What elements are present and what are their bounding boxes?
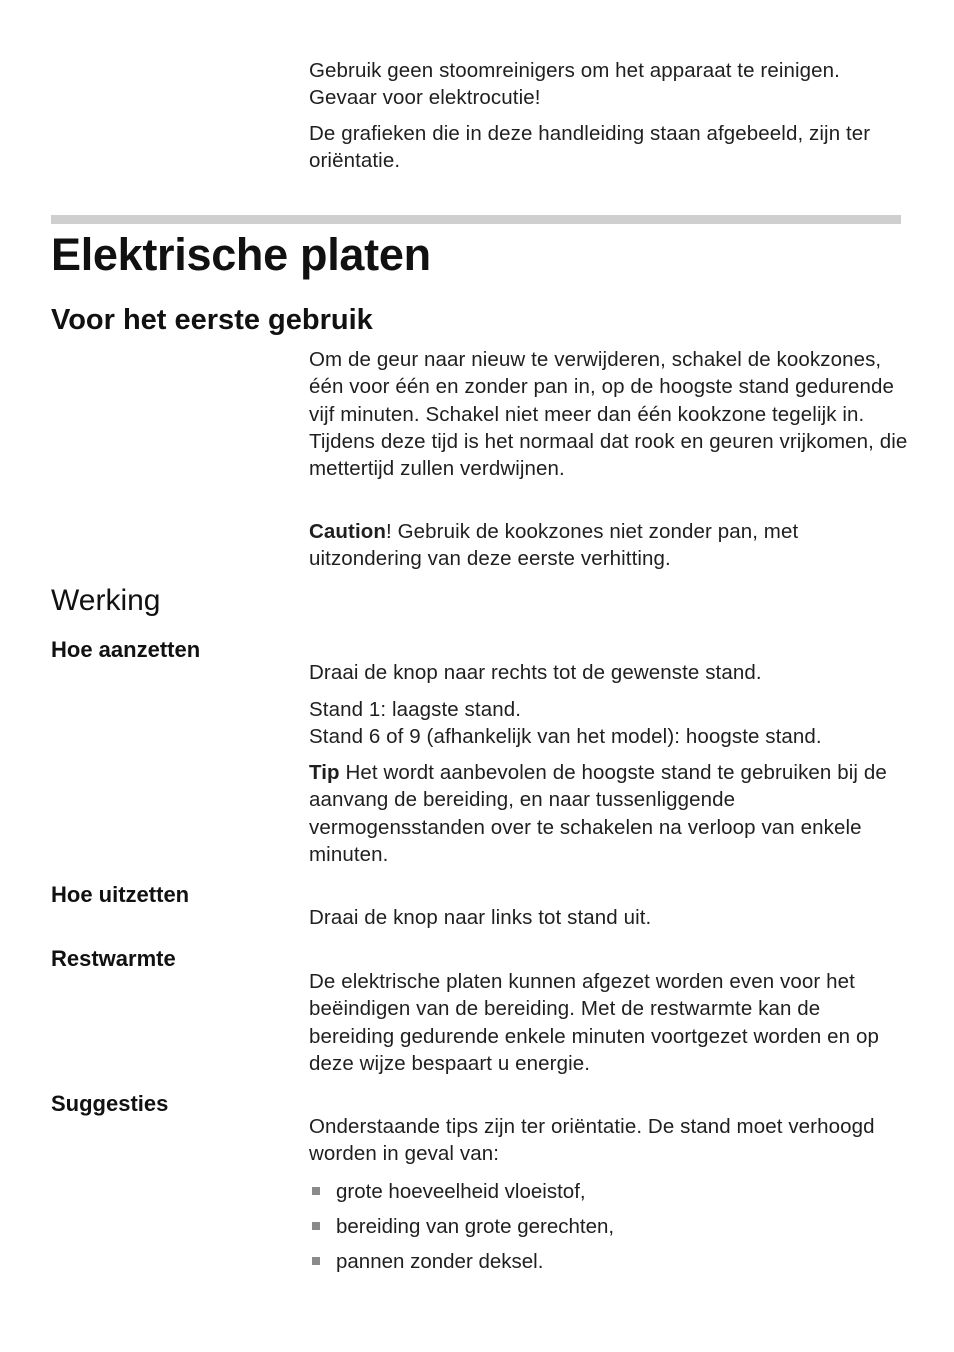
on-paragraph-2 [309,696,909,751]
on-paragraph-2-line-1: Stand 1: laagste stand. [309,698,522,721]
werking-heading: Werking [51,584,161,617]
intro-paragraph-2: De grafieken die in deze handleiding staan afgebeeld, zijn ter oriëntatie. [309,122,871,173]
caution-label: Caution [309,520,386,543]
list-item [309,1248,909,1275]
off-heading: Hoe uitzetten [51,882,190,907]
caution-paragraph [309,518,909,573]
suggestions-heading: Suggesties [51,1091,169,1116]
first-use-heading: Voor het eerste gebruik [51,304,373,336]
first-use-paragraph: Om de geur naar nieuw te verwijderen, schakel de kookzones, één voor één en zonder pan in, op de hoogste stand gedurende vijf minuten. Schakel niet meer dan één kookzone tegelijk in. Tijdens deze tijd is het normaal dat rook en geuren vrijkomen, die mettertijd zullen verdwijnen. [309,348,908,481]
list-item-text: grote hoeveelheid vloeistof, [336,1180,586,1203]
on-heading: Hoe aanzetten [51,637,201,662]
list-item [309,1213,909,1240]
bullet-square-icon [312,1257,320,1265]
intro-paragraph-1: Gebruik geen stoomreinigers om het apparaat te reinigen. Gevaar voor elektrocutie! [309,59,840,110]
bullet-square-icon [312,1187,320,1195]
tip-label: Tip [309,761,340,784]
list-item [309,1178,909,1205]
bullet-square-icon [312,1222,320,1230]
residual-paragraph: De elektrische platen kunnen afgezet worden even voor het beëindigen van de bereiding. Met de restwarmte kan de bereiding gedurende enkele minuten voortgezet worden en op deze wijze bespaart u energie. [309,970,879,1075]
residual-heading: Restwarmte [51,946,176,971]
suggestions-paragraph: Onderstaande tips zijn ter oriëntatie. De stand moet verhoogd worden in geval van: [309,1115,875,1166]
tip-paragraph [309,759,909,868]
tip-text: Het wordt aanbevolen de hoogste stand te gebruiken bij de aanvang de bereiding, en naar tussenliggende vermogensstanden over te schakelen na verloop van enkele minuten. [309,761,887,866]
list-item-text: pannen zonder deksel. [336,1250,544,1273]
section-divider [51,215,901,224]
on-paragraph-1: Draai de knop naar rechts tot de gewenste stand. [309,661,762,684]
list-item-text: bereiding van grote gerechten, [336,1215,615,1238]
off-paragraph: Draai de knop naar links tot stand uit. [309,906,652,929]
caution-text: ! Gebruik de kookzones niet zonder pan, met uitzondering van deze eerste verhitting. [309,520,799,571]
page-title: Elektrische platen [51,229,431,280]
on-paragraph-2-line-2: Stand 6 of 9 (afhankelijk van het model): hoogste stand. [309,725,822,749]
